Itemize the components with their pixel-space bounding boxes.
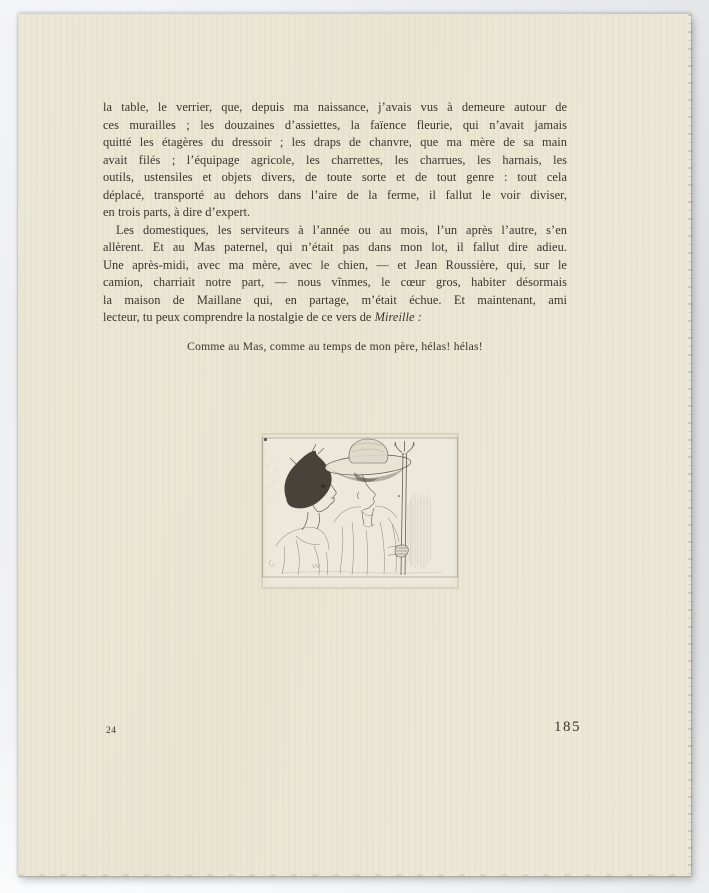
text-line: déplacé, transporté au dehors dans l’aire de la ferme, il fallut le voir diviser, [103,187,567,202]
page-number: 185 [554,719,581,735]
man-shirt [334,506,399,575]
signature-number: 24 [106,726,117,736]
text-line: quitté les étagères du dressoir ; les draps de chanvre, que ma mère de sa main [103,135,567,149]
text-line: en trois parts, à dire d’expert. [103,205,251,219]
book-page [18,14,691,876]
text-line: Les domestiques, les serviteurs à l’année ou au mois, l’un après l’autre, s’en [116,222,567,237]
verse-quote: Comme au Mas, comme au temps de mon père, hélas! hélas! [187,339,483,353]
text-line: outils, ustensiles et objets divers, de toute sorte et de tout genre : tout cela [103,170,567,184]
text-line: lecteur, tu peux comprendre la nostalgie de ce vers de Mireille : [103,310,422,324]
etching-illustration [262,434,458,588]
text-line: allèrent. Et au Mas paternel, qui n’était pas dans mon lot, il fallut dire adieu. [103,240,567,254]
text-line: Une après-midi, avec ma mère, avec le chien, — et Jean Roussière, qui, sur le [103,257,567,272]
text-line: camion, charriait notre part, — nous vînmes, le cœur gros, habiter désormais [103,275,567,289]
text-line: la table, le verrier, que, depuis ma naissance, j’avais vus à demeure autour de [103,100,567,114]
etch-dot [398,495,400,497]
woman-garment [276,527,329,575]
woman-figure [276,444,336,575]
text-line: ces murailles ; les douzaines d’assiettes, la faïence fleurie, qui n’avait jamais [103,117,567,132]
etching-drawing [262,434,458,588]
text-line: avait filés ; l’équipage agricole, les charrettes, les charrues, les harnais, les [103,152,567,167]
ink-blot [264,438,267,441]
man-hand [388,545,408,557]
body-lines [103,99,567,327]
artist-mark [270,560,321,568]
man-hat [324,439,411,482]
body-text [103,99,567,355]
text-line: la maison de Maillane qui, en partage, m’était échue. Et maintenant, ami [103,292,567,307]
